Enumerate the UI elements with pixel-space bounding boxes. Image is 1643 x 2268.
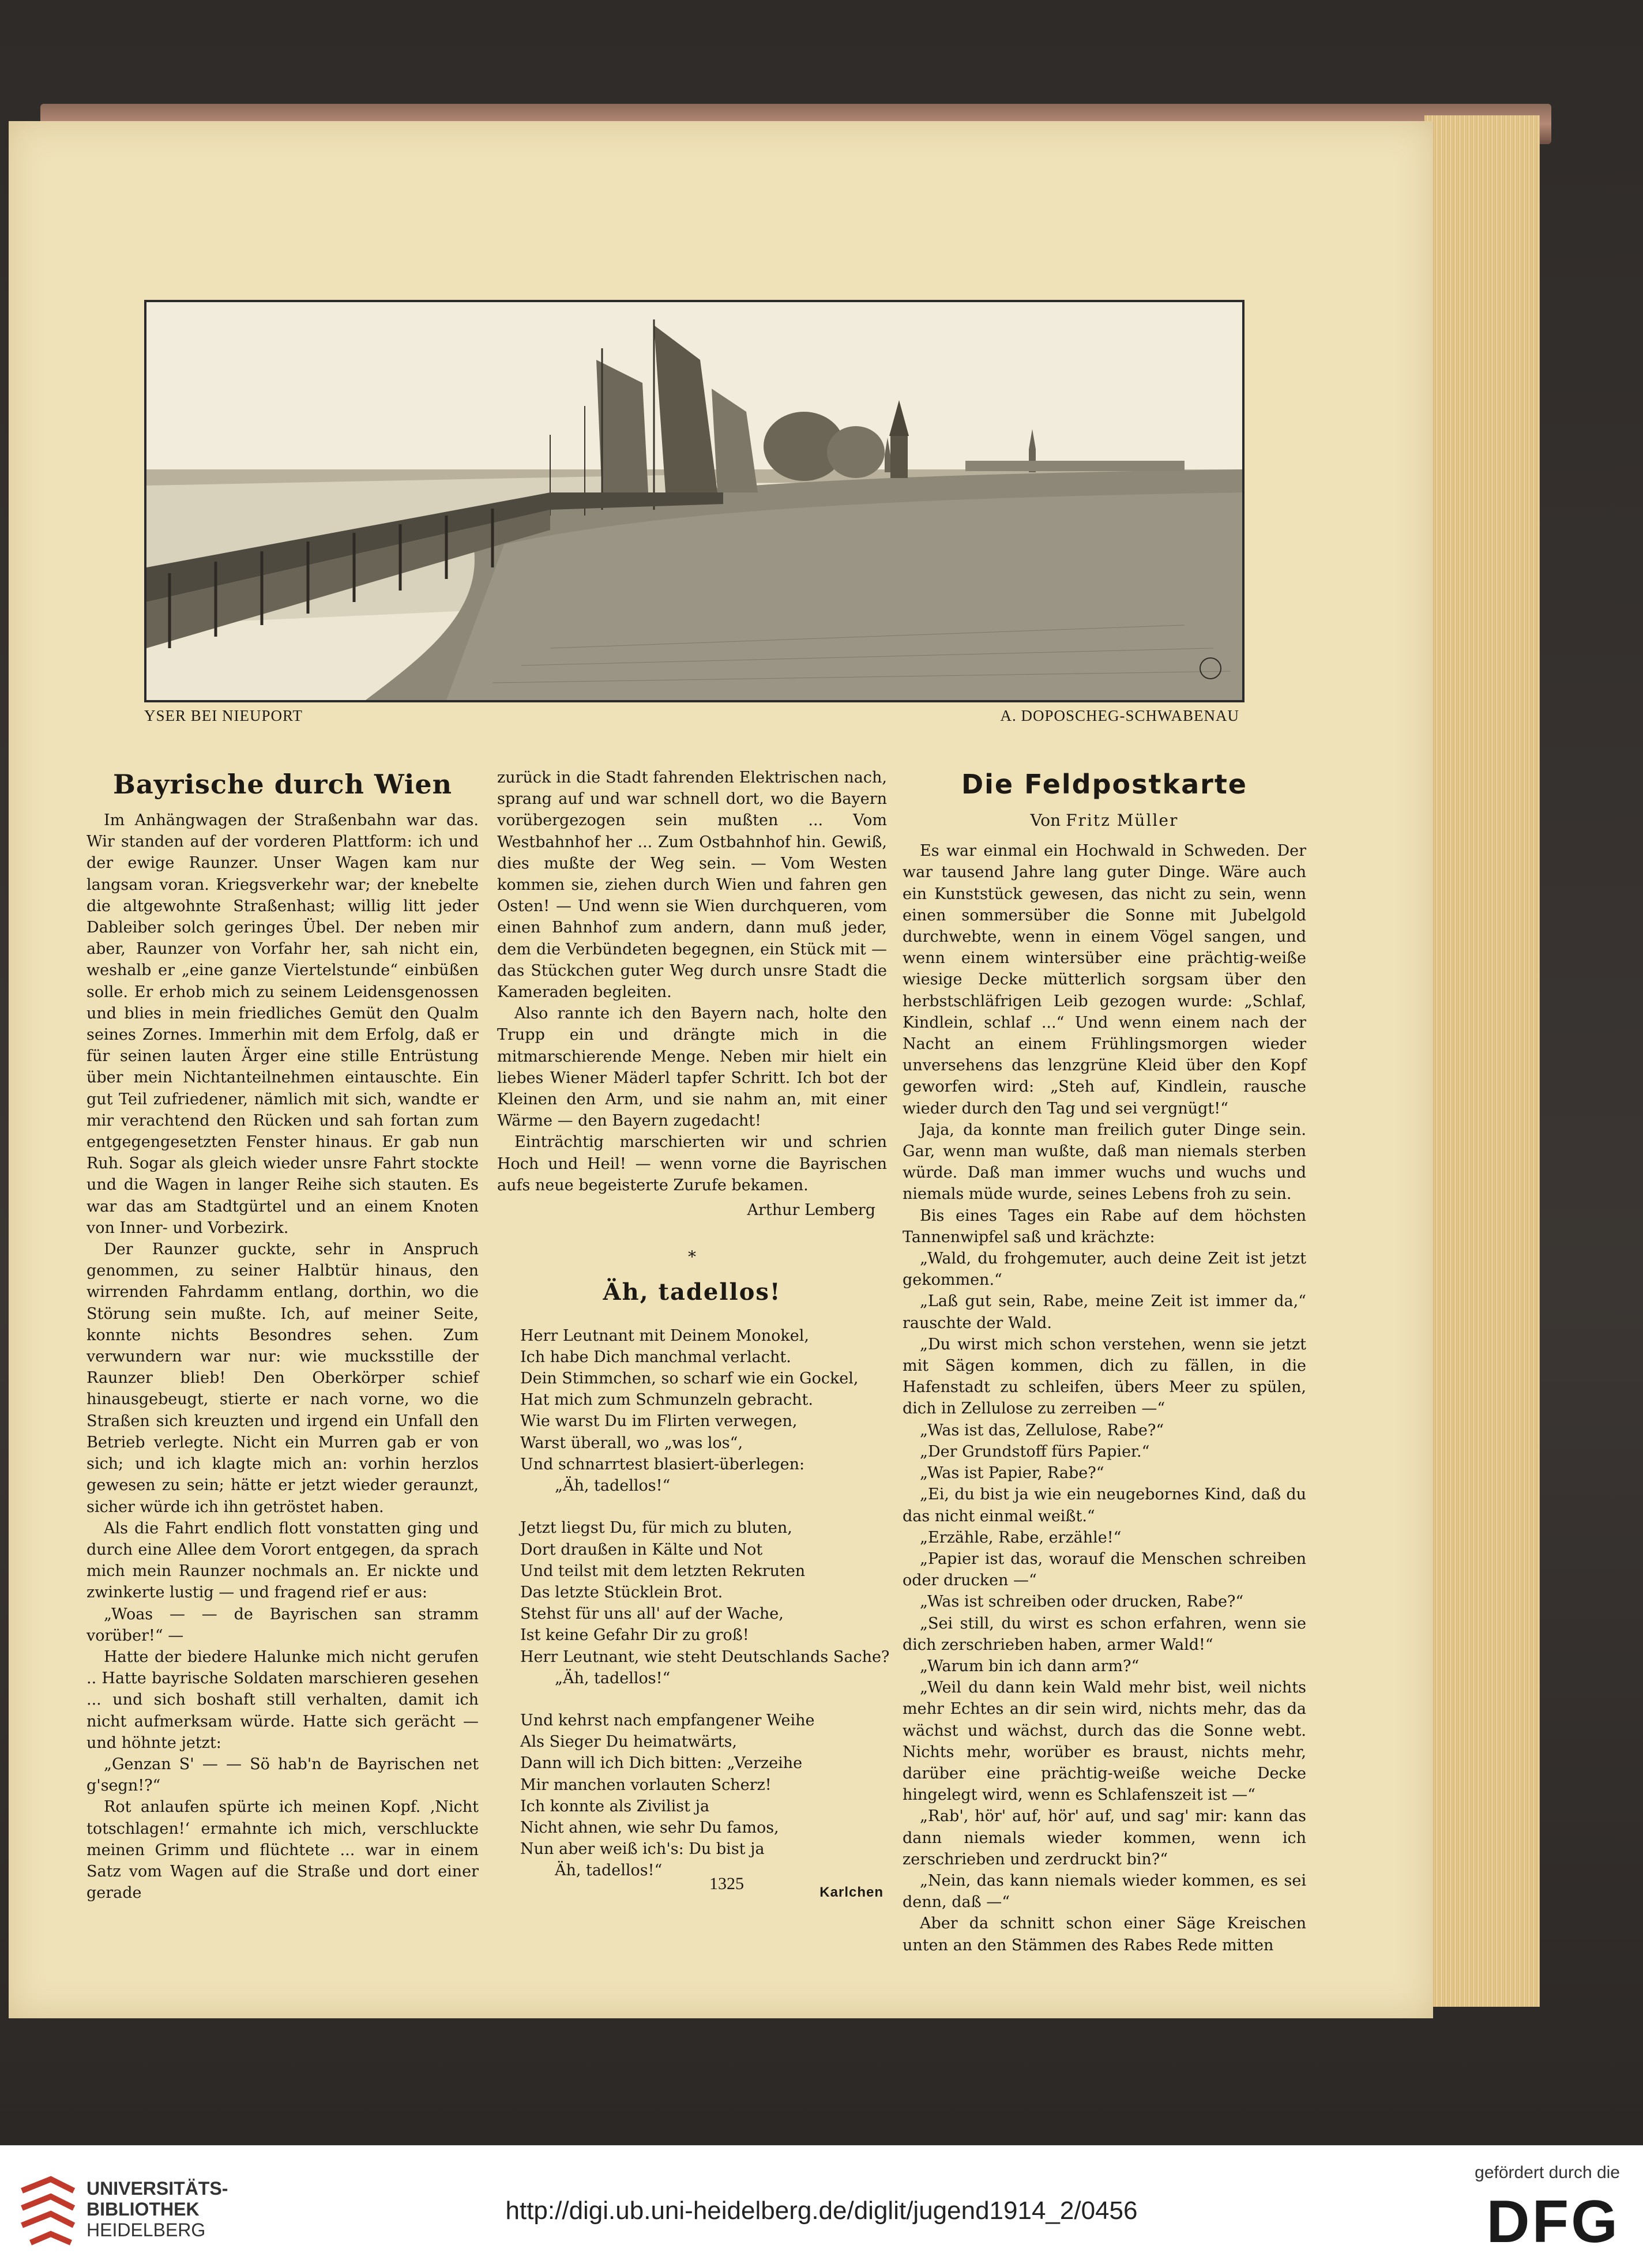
harbor-drawing <box>146 302 1242 700</box>
document-url-link[interactable]: http://digi.ub.uni-heidelberg.de/diglit/jugend1914_2/0456 <box>505 2196 1138 2225</box>
poem-line: Ich habe Dich manchmal verlacht. <box>520 1348 791 1366</box>
article2-paragraph: „Warum bin ich dann arm?“ <box>920 1657 1140 1675</box>
article2-paragraph: „Was ist Papier, Rabe?“ <box>920 1464 1104 1483</box>
poem-line: Dann will ich Dich bitten: „Verzeihe <box>520 1754 803 1773</box>
byline-author: Fritz Müller <box>1066 811 1179 830</box>
column-3 <box>903 767 1306 1956</box>
illustration-yser-nieuport <box>144 300 1245 702</box>
article2-paragraph: „Nein, das kann niemals wieder kommen, es sei denn, daß —“ <box>903 1871 1306 1912</box>
sponsor-note: gefördert durch die <box>1475 2163 1620 2182</box>
illustration-caption-title: YSER BEI NIEUPORT <box>144 707 303 724</box>
article-title-bayrische: Bayrische durch Wien <box>112 769 453 800</box>
poem-line: Stehst für uns all' auf der Wache, <box>520 1605 784 1623</box>
article2-paragraph: „Erzähle, Rabe, erzähle!“ <box>920 1528 1122 1547</box>
article2-paragraph: „Rab', hör' auf, hör' auf, und sag' mir: kann das dann niemals wieder kommen, wenn ich zerschrieben und zerdruckt bin?“ <box>903 1807 1306 1868</box>
article2-paragraph: „Du wirst mich schon verstehen, wenn sie jetzt mit Sägen kommen, dich zu fällen, in die Hafenstadt zu schleifen, übers Meer zu spülen, dich in Zellulose zu zerreiben —“ <box>903 1335 1306 1418</box>
poem-line: Herr Leutnant mit Deinem Monokel, <box>520 1326 809 1345</box>
poem-line: Und kehrst nach empfangener Weihe <box>520 1711 815 1729</box>
article1-author: Arthur Lemberg <box>747 1201 875 1220</box>
article1-paragraph: Als die Fahrt endlich flott vonstatten ging und durch eine Allee dem Vorort entgegen, da sprach mich mein Raunzer nochmals an. Er nickte und zwinkerte lustig — und fragend rief er aus: <box>87 1519 479 1602</box>
article2-paragraph: „Laß gut sein, Rabe, meine Zeit ist immer da,“ rauschte der Wald. <box>903 1292 1306 1332</box>
poem-line: Dein Stimmchen, so scharf wie ein Gockel, <box>520 1370 859 1388</box>
dfg-logo[interactable]: DFG <box>1486 2188 1620 2255</box>
poem-line: „Äh, tadellos!“ <box>555 1477 671 1495</box>
illustration-caption-artist: A. DOPOSCHEG-SCHWABENAU <box>1000 707 1239 724</box>
article2-paragraph: „Ei, du bist ja wie ein neugebornes Kind, daß du das nicht einmal weißt.“ <box>903 1485 1306 1525</box>
column-2 <box>497 767 890 1903</box>
poem-stanza <box>520 1517 890 1689</box>
poem-line: Mir manchen vorlauten Scherz! <box>520 1776 772 1794</box>
poem-line: Das letzte Stücklein Brot. <box>520 1583 723 1601</box>
article1-paragraph: Also rannte ich den Bayern nach, holte den Trupp ein und drängte mich in die mitmarschierende Menge. Neben mir hielt ein liebes Wiener Mäderl tapfer Schritt. Ich bot der Kleinen den Arm, und sie nahm an, mit einer Wärme — den Bayern zugedacht! <box>497 1005 887 1130</box>
poem-line: Ich konnte als Zivilist ja <box>520 1797 710 1815</box>
poem-line: Nun aber weiß ich's: Du bist ja <box>520 1840 765 1859</box>
article1-paragraph: Rot anlaufen spürte ich meinen Kopf. ‚Nicht totschlagen!‘ ermahnte ich mich, verschluckte meinen Grimm und flüchtete ... war in einem Satz vom Wagen auf die Straße und dort einer gerade <box>87 1798 479 1902</box>
article2-paragraph: Aber da schnitt schon einer Säge Kreischen unten an den Stämmen des Rabes Rede mitten <box>903 1915 1306 1954</box>
article1-paragraph: Einträchtig marschierten wir und schrien Hoch und Heil! — wenn vorne die Bayrischen aufs neue begeisterte Zurufe bekamen. <box>497 1133 887 1194</box>
article2-paragraph: „Der Grundstoff fürs Papier.“ <box>920 1442 1150 1461</box>
article2-paragraph: „Was ist das, Zellulose, Rabe?“ <box>920 1421 1164 1439</box>
article2-paragraph: „Sei still, du wirst es schon erfahren, wenn sie dich zerschrieben haben, armer Wald!“ <box>903 1614 1306 1654</box>
poem-title: Äh, tadellos! <box>603 1278 781 1306</box>
page-number: 1325 <box>709 1874 744 1893</box>
article1-paragraph: Hatte der biedere Halunke mich nicht gerufen .. Hatte bayrische Soldaten marschieren gesehen ... und sich boshaft still verhalten, damit ich nicht aufmerksam würde. Hatte sich gerächt — und höhnte jetzt: <box>87 1648 479 1752</box>
library-name-line: UNIVERSITÄTS- <box>87 2178 228 2199</box>
poem-line: Und schnarrtest blasiert-überlegen: <box>520 1455 805 1473</box>
poem-line: Herr Leutnant, wie steht Deutschlands Sache? <box>520 1648 890 1666</box>
viewer-footer <box>0 2145 1643 2268</box>
article1-paragraph: zurück in die Stadt fahrenden Elektrischen nach, sprang auf und war schnell dort, wo die Bayern vorübergezogen sein mußten ... Vom Westbahnhof her ... Zum Ostbahnhof hin. Gewiß, dies mußte der Weg sein. — Vom Westen kommen sie, ziehen durch Wien und fahren gen Osten! — Und wenn sie Wien durchqueren, vom einen Bahnhof zum andern, dann muß jeder, dem die Verbündeten begegnen, ein Stück mit — das Stückchen guter Weg durch unsre Stadt die Kameraden begleiten. <box>497 769 887 1002</box>
article1-paragraph: Der Raunzer guckte, sehr in Anspruch genommen, zu seiner Halbtür hinaus, den wirrenden Fahrdamm entlang, dorthin, wo die Störung sein mußte. Ich, auf meiner Seite, konnte nichts Besondres sehen. Zum verwundern war nur: wie mucksstille der Raunzer blieb! Den Oberkörper schief hinausgebeugt, stierte er nach vorne, wo die Straßen sich kreuzten und irgend ein Unfall den Betrieb verlegte. Nicht ein Murren gab er von sich; und ich klagte mich an: vorhin herzlos gewesen zu sein; hätte er jetzt wieder geraunzt, sicher würde ich ihn getröstet haben. <box>87 1240 479 1516</box>
article2-paragraph: „Papier ist das, worauf die Menschen schreiben oder drucken —“ <box>903 1549 1306 1590</box>
library-name-line: BIBLIOTHEK <box>87 2199 200 2220</box>
poem-line: Dort draußen in Kälte und Not <box>520 1540 763 1559</box>
article2-paragraph: Jaja, da konnte man freilich guter Dinge sein. Gar, wenn man wußte, daß man niemals sterben würde. Daß man immer wuchs und wuchs und niemals müde wurde, seines Lebens froh zu sein. <box>903 1120 1306 1203</box>
poem-line: Warst überall, wo „was los“, <box>520 1434 743 1452</box>
poem-stanza <box>520 1325 887 1497</box>
article1-paragraph: Im Anhängwagen der Straßenbahn war das. Wir standen auf der vorderen Plattform: ich und der ewige Raunzer. Unser Wagen kam nur langsam voran. Kriegsverkehr war; der knebelte die altgewohnte Straßenhast; willig litt jeder Dableiber solch geringes Übel. Der neben mir aber, Raunzer von Vorfahr her, sah nicht ein, weshalb er „eine ganze Viertelstunde“ einbüßen solle. Er erhob mich zu seinem Leidensgenossen und blies in mein friedliches Gemüt den Qualm seines Zornes. Immerhin mit dem Erfolg, daß er für seinen lauten Ärger eine stille Entrüstung über mein Nichtanteilnehmen eintauschte. Ein gut Teil zufriedener, nämlich mit sich, wandte er mir verachtend den Rücken und sah fortan zum entgegengesetzten Fenster hinaus. Er gab nun Ruh. Sogar als gleich wieder unsre Fahrt stockte und die Wagen in langer Reihe sich stauten. Es war das am Stadtgürtel und an einem Knoten von Inner- und Vorbezirk. <box>87 811 479 1237</box>
poem-author: Karlchen <box>819 1884 883 1900</box>
poem-line: Und teilst mit dem letzten Rekruten <box>520 1562 806 1580</box>
poem-line: Als Sieger Du heimatwärts, <box>520 1733 738 1751</box>
article-title-feldpostkarte: Die Feldpostkarte <box>961 769 1248 800</box>
poem-stanza <box>520 1710 887 1882</box>
poem-line: Jetzt liegst Du, für mich zu bluten, <box>520 1519 792 1537</box>
column-1 <box>87 767 479 1904</box>
library-name-line: HEIDELBERG <box>87 2220 206 2240</box>
poem-line: Nicht ahnen, wie sehr Du famos, <box>520 1818 779 1837</box>
article2-paragraph: „Wald, du frohgemuter, auch deine Zeit ist jetzt gekommen.“ <box>903 1250 1306 1289</box>
article2-paragraph: Bis eines Tages ein Rabe auf dem höchsten Tannenwipfel saß und krächzte: <box>903 1206 1306 1246</box>
poem-line: Äh, tadellos!“ <box>555 1861 663 1880</box>
article2-paragraph: Es war einmal ein Hochwald in Schweden. Der war tausend Jahre lang guter Dinge. Wäre auch ein Kunststück gewesen, das nicht zu sein, wenn einen sommersüber die Sonne mit Jubelgold durchwebte, wenn in einem Vögel sangen, und wenn einem wintersüber eine prächtig-weiße wiesige Decke mütterlich sorgsam über den herbstschläfrigen Leib gezogen wurde: „Schlaf, Kindlein, schlaf ...“ Und wenn einem nach der Nacht an einem Frühlingsmorgen wieder unversehens das lenzgrüne Kleid über den Kopf geworfen wird: „Steh auf, Kindlein, rausche wieder durch den Tag und sei vergnügt!“ <box>903 842 1306 1118</box>
section-separator: * <box>688 1247 696 1267</box>
poem-line: Hat mich zum Schmunzeln gebracht. <box>520 1391 813 1409</box>
article1-paragraph: „Woas — — de Bayrischen san stramm vorüber!“ — <box>87 1605 479 1645</box>
poem-line: „Äh, tadellos!“ <box>555 1669 671 1687</box>
byline-prefix: Von <box>1030 811 1061 830</box>
poem-line: Ist keine Gefahr Dir zu groß! <box>520 1626 749 1645</box>
article1-paragraph: „Genzan S' — — Sö hab'n de Bayrischen net g'segn!?“ <box>87 1755 479 1795</box>
article2-byline <box>903 810 1306 831</box>
page-stack-edge <box>1424 115 1540 2007</box>
poem-line: Wie warst Du im Flirten verwegen, <box>520 1412 798 1431</box>
article2-paragraph: „Was ist schreiben oder drucken, Rabe?“ <box>920 1593 1244 1611</box>
article2-paragraph: „Weil du dann kein Wald mehr bist, weil nichts mehr Echtes an dir sein wird, nichts mehr, das da wächst und wächst, durch das die Sonne webt. Nichts mehr, worüber es braust, nichts mehr, darüber eine prächtig-weiße weiche Decke hingelegt wird, wenn es Schlafenszeit ist —“ <box>903 1679 1306 1804</box>
